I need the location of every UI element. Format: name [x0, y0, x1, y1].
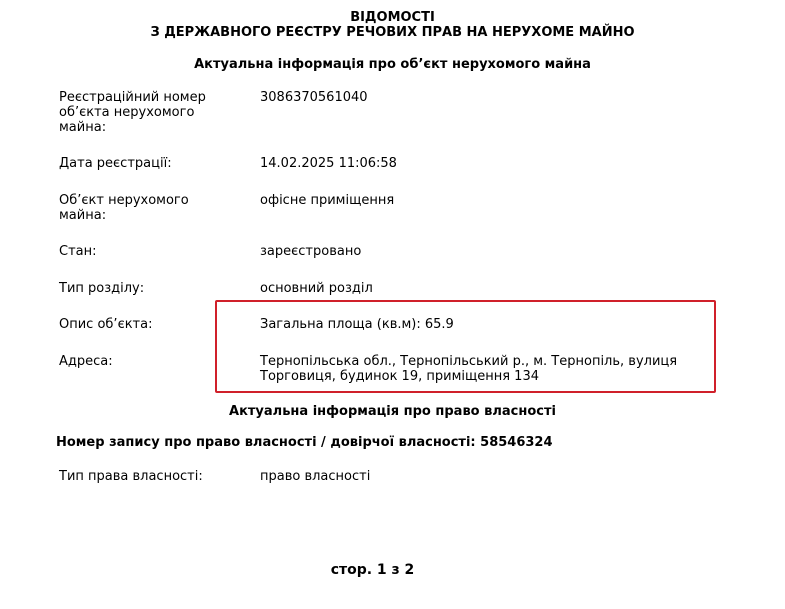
section-type-value: основний розділ	[260, 281, 373, 296]
ownership-type-value: право власності	[260, 469, 371, 484]
status-label: Стан:	[59, 244, 97, 259]
document-title-line-2: З ДЕРЖАВНОГО РЕЄСТРУ РЕЧОВИХ ПРАВ НА НЕРУХОМЕ МАЙНО	[150, 25, 635, 40]
registration-number-label: Реєстраційний номер об’єкта нерухомого майна:	[59, 90, 206, 135]
registration-number-value: 3086370561040	[260, 90, 368, 105]
description-value: Загальна площа (кв.м): 65.9	[260, 317, 454, 332]
registration-date-value: 14.02.2025 11:06:58	[260, 156, 397, 171]
object-type-label: Об’єкт нерухомого майна:	[59, 193, 189, 223]
address-value: Тернопільська обл., Тернопільський р., м. Тернопіль, вулиця Торговиця, будинок 19, приміщення 134	[260, 354, 678, 384]
ownership-type-label: Тип права власності:	[59, 469, 203, 484]
page-number: стор. 1 з 2	[330, 562, 415, 578]
ownership-section-heading: Актуальна інформація про право власності	[229, 404, 556, 419]
ownership-record-number: Номер запису про право власності / довірчої власності: 58546324	[56, 435, 553, 450]
highlight-annotation-box	[215, 300, 716, 393]
address-label: Адреса:	[59, 354, 113, 369]
description-label: Опис об’єкта:	[59, 317, 153, 332]
object-type-value: офісне приміщення	[260, 193, 395, 208]
document-title-line-1: ВІДОМОСТІ	[350, 10, 435, 25]
registration-date-label: Дата реєстрації:	[59, 156, 172, 171]
object-section-heading: Актуальна інформація про об’єкт нерухомого майна	[194, 57, 591, 72]
section-type-label: Тип розділу:	[59, 281, 145, 296]
status-value: зареєстровано	[260, 244, 362, 259]
